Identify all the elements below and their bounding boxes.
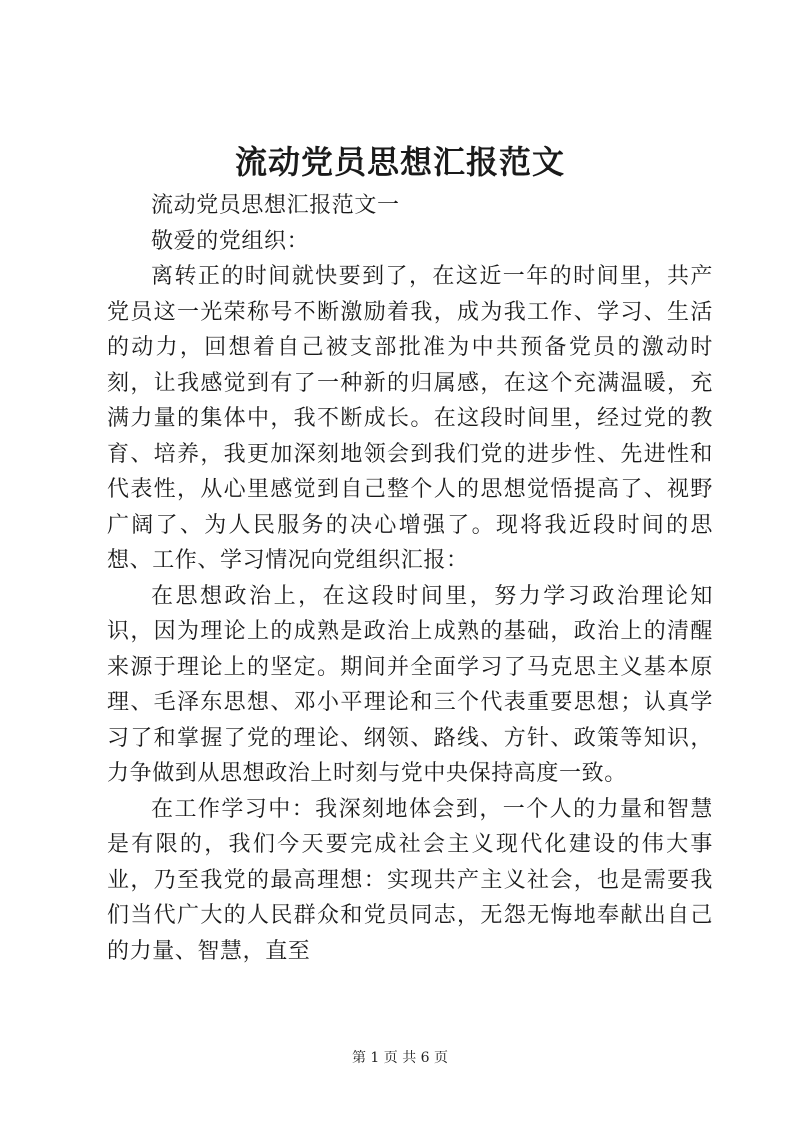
page-number-footer: 第 1 页 共 6 页 <box>351 1050 449 1066</box>
salutation-paragraph: 敬爱的党组织： <box>151 228 310 254</box>
body-paragraph: 在思想政治上，在这段时间里，努力学习政治理论知识，因为理论上的成熟是政治上成熟的基础，政治上的清醒来源于理论上的坚定。期间并全面学习了马克思主义基本原理、毛泽东思想、邓小平理论和三个代表重要思想；认真学习了和掌握了党的理论、纲领、路线、方针、政策等知识，力争做到从思想政治上时刻与党中央保持高度一致。 <box>107 583 713 786</box>
document-body <box>107 188 713 969</box>
body-paragraph: 在工作学习中：我深刻地体会到，一个人的力量和智慧是有限的，我们今天要完成社会主义现代化建设的伟大事业，乃至我党的最高理想：实现共产主义社会，也是需要我们当代广大的人民群众和党员同志，无怨无悔地奉献出自己的力量、智慧，直至 <box>107 796 713 964</box>
subtitle-paragraph: 流动党员思想汇报范文一 <box>151 193 400 218</box>
page-title: 流动党员思想汇报范文 <box>234 143 565 181</box>
body-paragraph: 离转正的时间就快要到了，在这近一年的时间里，共产党员这一光荣称号不断激励着我，成为我工作、学习、生活的动力，回想着自己被支部批准为中共预备党员的激动时刻，让我感觉到有了一种新的归属感，在这个充满温暖，充满力量的集体中，我不断成长。在这段时间里，经过党的教育、培养，我更加深刻地领会到我们党的进步性、先进性和代表性，从心里感觉到自己整个人的思想觉悟提高了、视野广阔了、为人民服务的决心增强了。现将我近段时间的思想、工作、学习情况向党组织汇报： <box>107 264 713 573</box>
